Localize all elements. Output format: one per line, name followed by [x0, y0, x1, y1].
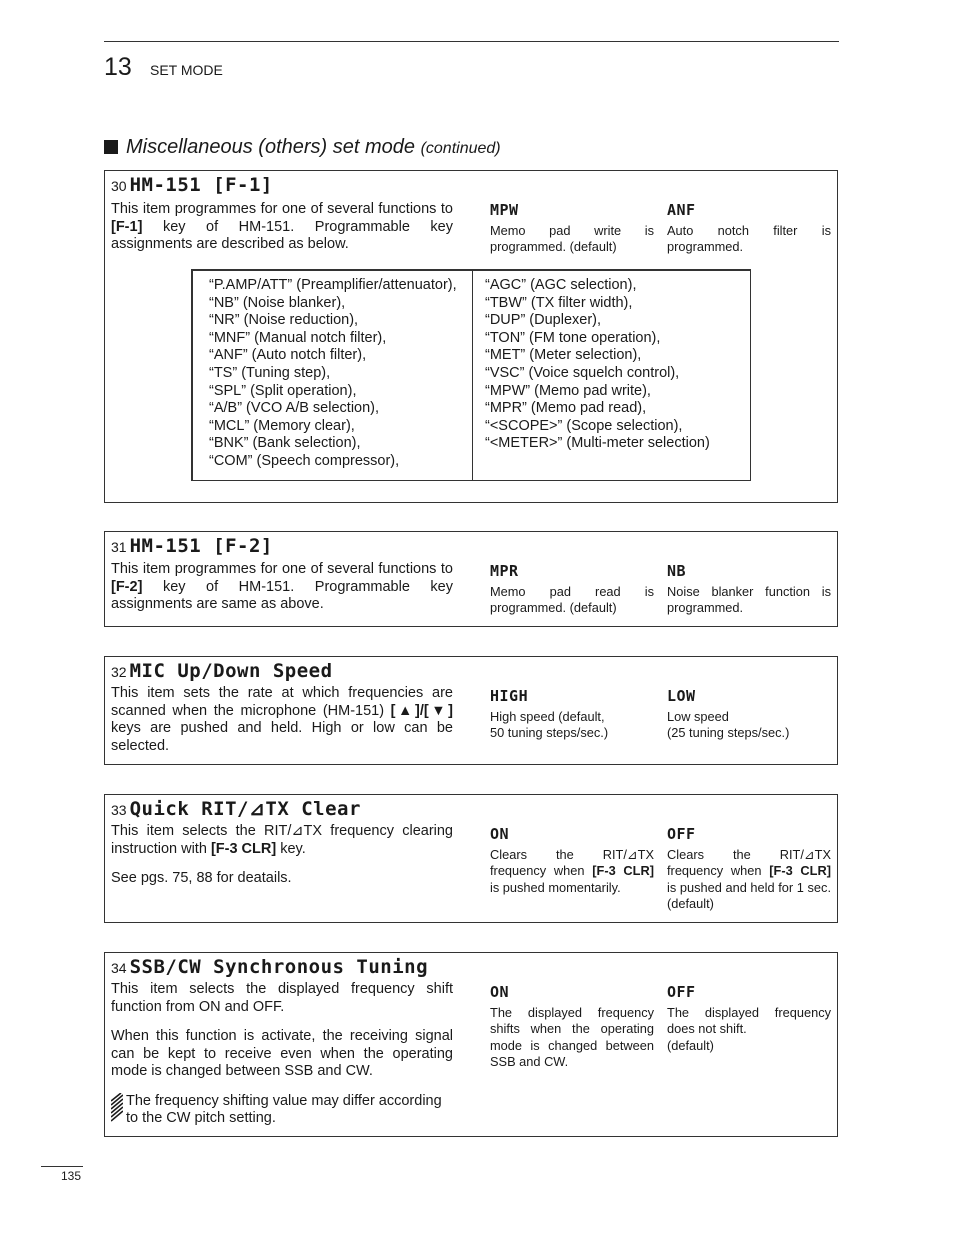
function-item: “MPW” (Memo pad write), — [485, 382, 651, 399]
function-item: “A/B” (VCO A/B selection), — [209, 400, 380, 417]
footer-rule — [41, 1166, 83, 1167]
section-continued: (continued) — [420, 140, 501, 157]
section-heading — [104, 134, 501, 162]
option-label: MPR — [490, 562, 519, 580]
option-label: OFF — [667, 825, 696, 843]
option-label: ANF — [667, 201, 696, 219]
item-34-title: SSB/CW Synchronous Tuning — [129, 956, 429, 978]
item-32-option-low — [667, 687, 831, 742]
item-31-box — [104, 531, 838, 627]
chapter-number: 13 — [104, 53, 132, 81]
section-title: Miscellaneous (others) set mode — [126, 136, 416, 158]
item-33-description: This item selects the RIT/⊿TX frequency clearing instruction with [F-3 CLR] key. See pgs. 75, 88 for deatails. — [111, 823, 453, 886]
item-32-heading — [111, 660, 333, 682]
function-item: “MCL” (Memory clear), — [209, 417, 355, 434]
table-divider — [472, 271, 473, 480]
option-description: Clears the RIT/⊿TX frequency when [F-3 CLR] is pushed and held for 1 sec. (default) — [667, 847, 831, 911]
item-32-title: MIC Up/Down Speed — [129, 660, 333, 682]
option-description: Memo pad write is programmed. (default) — [490, 223, 654, 255]
function-item: “<METER>” (Multi-meter selection) — [485, 435, 710, 452]
item-33-option-off — [667, 825, 831, 912]
option-label: NB — [667, 562, 687, 580]
item-34-option-on — [490, 983, 654, 1070]
item-30-title: HM-151 [F-1] — [129, 174, 273, 196]
option-description: High speed (default, 50 tuning steps/sec.) — [490, 709, 609, 741]
item-34-heading — [111, 956, 428, 978]
black-square-icon — [104, 140, 118, 154]
item-32-number: 32 — [111, 664, 127, 680]
item-33-title: Quick RIT/⊿TX Clear — [129, 798, 361, 820]
function-item: “<SCOPE>” (Scope selection), — [485, 417, 683, 434]
page-number: 135 — [61, 1169, 82, 1183]
item-34-box — [104, 952, 838, 1137]
item-32-option-high — [490, 687, 654, 742]
item-32-description: This item sets the rate at which frequencies are scanned when the microphone (HM-151) [▲]/[▼] keys are pushed and held. High or low can be selected. — [111, 685, 454, 754]
item-30-description: This item programmes for one of several functions to [F-1] key of HM-151. Programmable key assignments are described as below. — [111, 201, 453, 252]
function-item: “MPR” (Memo pad read), — [485, 400, 647, 417]
functions-left-column — [209, 277, 457, 471]
item-34-note — [111, 1093, 453, 1128]
item-31-option-mpr — [490, 562, 654, 617]
option-description: Clears the RIT/⊿TX frequency when [F-3 CLR] is pushed momentarily. — [490, 847, 654, 895]
function-item: “VSC” (Voice squelch control), — [485, 364, 680, 381]
function-item: “TON” (FM tone operation), — [485, 329, 661, 346]
note-text: The frequency shifting value may differ according to the CW pitch setting. — [126, 1092, 442, 1126]
item-34-option-off — [667, 983, 831, 1054]
option-label: ON — [490, 825, 510, 843]
item-33-option-on — [490, 825, 654, 896]
item-34-number: 34 — [111, 960, 127, 976]
note-icon — [111, 1093, 123, 1123]
option-label: MPW — [490, 201, 519, 219]
header-rule — [104, 41, 839, 42]
function-item: “COM” (Speech compressor), — [209, 452, 400, 469]
function-item: “DUP” (Duplexer), — [485, 312, 602, 329]
function-item: “MNF” (Manual notch filter), — [209, 329, 387, 346]
item-33-box — [104, 794, 838, 923]
option-description: The displayed frequency shifts when the operating mode is changed between SSB and CW. — [490, 1005, 654, 1069]
function-item: “BNK” (Bank selection), — [209, 435, 361, 452]
item-30-number: 30 — [111, 178, 127, 194]
option-description: Noise blanker function is programmed. — [667, 584, 831, 616]
function-assignment-table — [191, 269, 751, 481]
option-label: HIGH — [490, 687, 529, 705]
function-item: “NB” (Noise blanker), — [209, 294, 346, 311]
function-item: “P.AMP/ATT” (Preamplifier/attenuator), — [209, 277, 457, 293]
item-33-heading — [111, 798, 361, 820]
item-31-number: 31 — [111, 539, 127, 555]
option-description: Memo pad read is programmed. (default) — [490, 584, 654, 616]
function-item: “ANF” (Auto notch filter), — [209, 347, 367, 364]
item-32-box — [104, 656, 838, 765]
option-label: OFF — [667, 983, 696, 1001]
item-30-heading — [111, 174, 273, 196]
item-31-description: This item programmes for one of several functions to [F-2] key of HM-151. Programmable key assignments are same as above. — [111, 561, 453, 612]
function-item: “NR” (Noise reduction), — [209, 312, 359, 329]
function-item: “SPL” (Split operation), — [209, 382, 357, 399]
item-34-description: This item selects the displayed frequency shift function from ON and OFF. When this function is activate, the receiving signal can be kept to receive even when the operating mode is changed between SSB and CW. The frequency shifting value may differ according to the CW pitch setting. — [111, 981, 453, 1126]
function-item: “TBW” (TX filter width), — [485, 294, 633, 311]
function-item: “MET” (Meter selection), — [485, 347, 642, 364]
functions-right-column — [485, 277, 710, 453]
item-31-title: HM-151 [F-2] — [129, 535, 273, 557]
item-30-option-mpw — [490, 201, 654, 256]
item-30-option-anf — [667, 201, 831, 256]
option-description: The displayed frequency does not shift. (default) — [667, 1005, 831, 1053]
item-31-heading — [111, 535, 273, 557]
option-description: Low speed (25 tuning steps/sec.) — [667, 709, 790, 741]
item-30-box — [104, 170, 838, 503]
option-description: Auto notch filter is programmed. — [667, 223, 831, 255]
function-item: “TS” (Tuning step), — [209, 364, 331, 381]
option-label: ON — [490, 983, 510, 1001]
item-33-number: 33 — [111, 802, 127, 818]
item-31-option-nb — [667, 562, 831, 617]
chapter-title: SET MODE — [150, 62, 223, 78]
function-item: “AGC” (AGC selection), — [485, 277, 637, 293]
option-label: LOW — [667, 687, 696, 705]
